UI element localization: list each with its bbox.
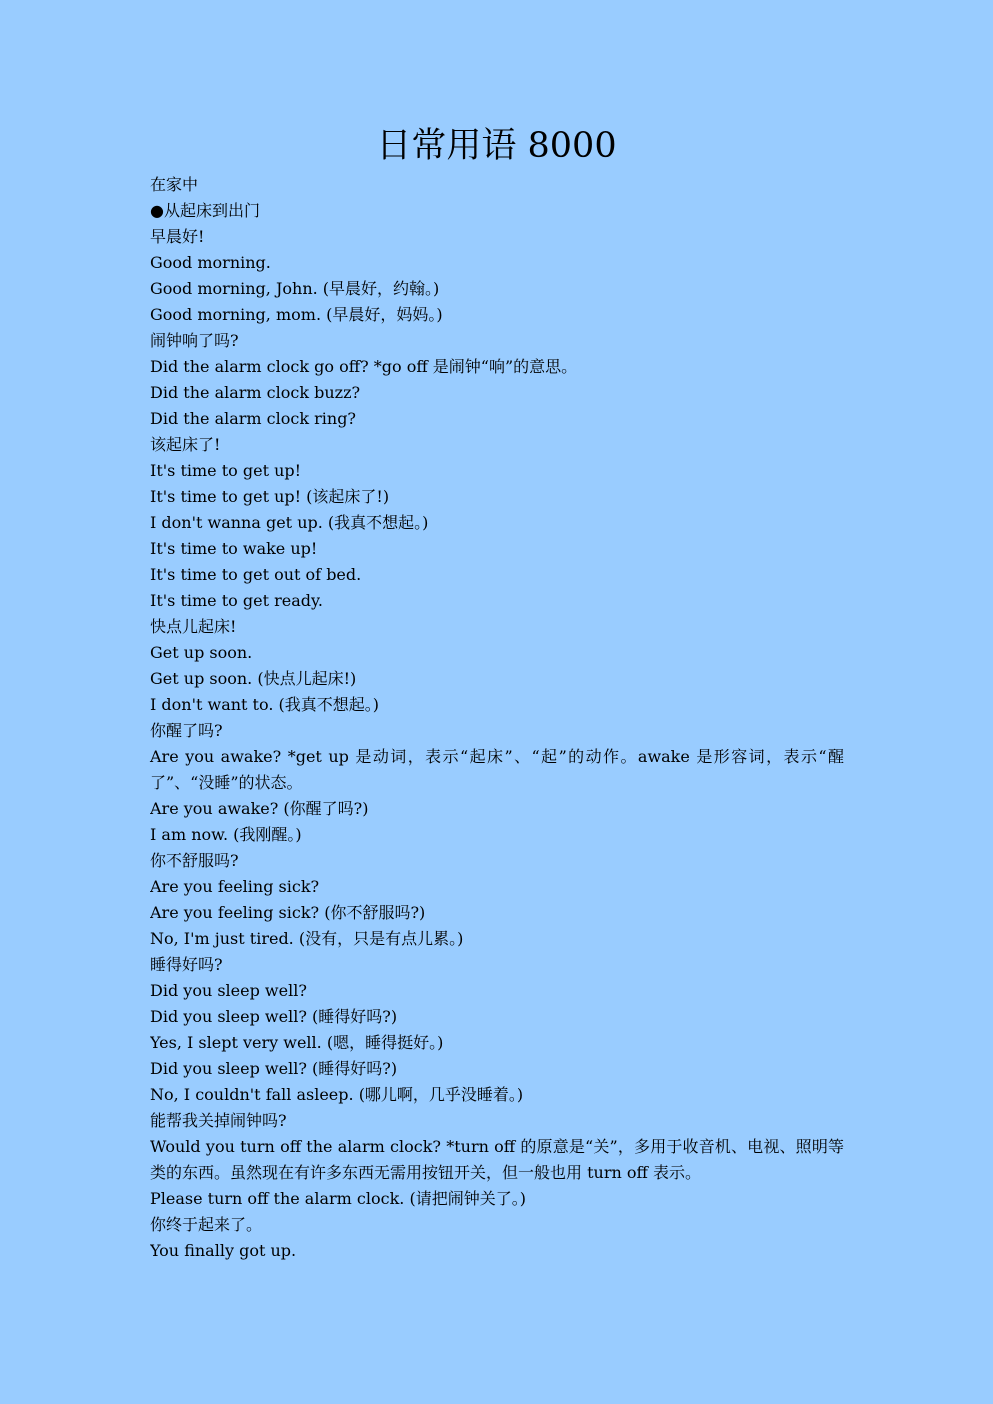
- text-paragraph: Are you awake? *get up 是动词，表示“起床”、“起”的动作。awake 是形容词，表示“醒了”、“没睡”的状态。: [150, 747, 844, 792]
- text-line: I don't want to. (我真不想起。): [150, 695, 379, 714]
- text-line: It's time to get out of bed.: [150, 565, 362, 584]
- text-line: Did the alarm clock go off? *go off 是闹钟“响”的意思。: [150, 357, 578, 376]
- text-line: Yes, I slept very well. (嗯，睡得挺好。): [150, 1033, 444, 1052]
- text-line: Did you sleep well?: [150, 981, 307, 1000]
- text-line: No, I couldn't fall asleep. (哪儿啊，几乎没睡着。): [150, 1085, 524, 1104]
- text-line: You finally got up.: [150, 1241, 297, 1260]
- text-line: I am now. (我刚醒。): [150, 825, 302, 844]
- document-title: 日常用语 8000: [376, 126, 617, 166]
- text-line: No, I'm just tired. (没有，只是有点儿累。): [150, 929, 464, 948]
- text-line: Good morning.: [150, 253, 271, 272]
- text-line: Did the alarm clock buzz?: [150, 383, 361, 402]
- text-line: 你不舒服吗?: [150, 851, 239, 870]
- text-line: 该起床了!: [150, 435, 221, 454]
- text-line: 你醒了吗?: [150, 721, 223, 740]
- text-line: Are you awake? (你醒了吗?): [150, 799, 369, 818]
- text-line: I don't wanna get up. (我真不想起。): [150, 513, 429, 532]
- text-line: Are you feeling sick? (你不舒服吗?): [150, 903, 426, 922]
- text-line: 闹钟响了吗?: [150, 331, 239, 350]
- text-line: Are you feeling sick?: [150, 877, 320, 896]
- text-line: 能帮我关掉闹钟吗?: [150, 1111, 287, 1130]
- text-line: Did the alarm clock ring?: [150, 409, 357, 428]
- text-paragraph: Would you turn off the alarm clock? *turn off 的原意是“关”，多用于收音机、电视、照明等类的东西。虽然现在有许多东西无需用按钮开关，但一般也用 turn off 表示。: [150, 1137, 844, 1182]
- text-line: 睡得好吗?: [150, 955, 223, 974]
- text-line: 快点儿起床!: [150, 617, 237, 636]
- text-line: 在家中: [150, 175, 199, 194]
- text-line: Get up soon. (快点儿起床!): [150, 669, 357, 688]
- text-line: Please turn off the alarm clock. (请把闹钟关了。): [150, 1189, 526, 1208]
- text-line: Did you sleep well? (睡得好吗?): [150, 1007, 398, 1026]
- text-line: 早晨好!: [150, 227, 205, 246]
- text-line: It's time to get ready.: [150, 591, 323, 610]
- document-body: [150, 172, 844, 1264]
- text-line: ●从起床到出门: [150, 201, 260, 220]
- text-line: Good morning, John. (早晨好，约翰。): [150, 279, 440, 298]
- text-line: It's time to wake up!: [150, 539, 318, 558]
- text-line: Good morning, mom. (早晨好，妈妈。): [150, 305, 443, 324]
- text-line: It's time to get up!: [150, 461, 302, 480]
- text-line: It's time to get up! (该起床了!): [150, 487, 390, 506]
- text-line: Did you sleep well? (睡得好吗?): [150, 1059, 398, 1078]
- text-line: Get up soon.: [150, 643, 253, 662]
- text-line: 你终于起来了。: [150, 1215, 263, 1234]
